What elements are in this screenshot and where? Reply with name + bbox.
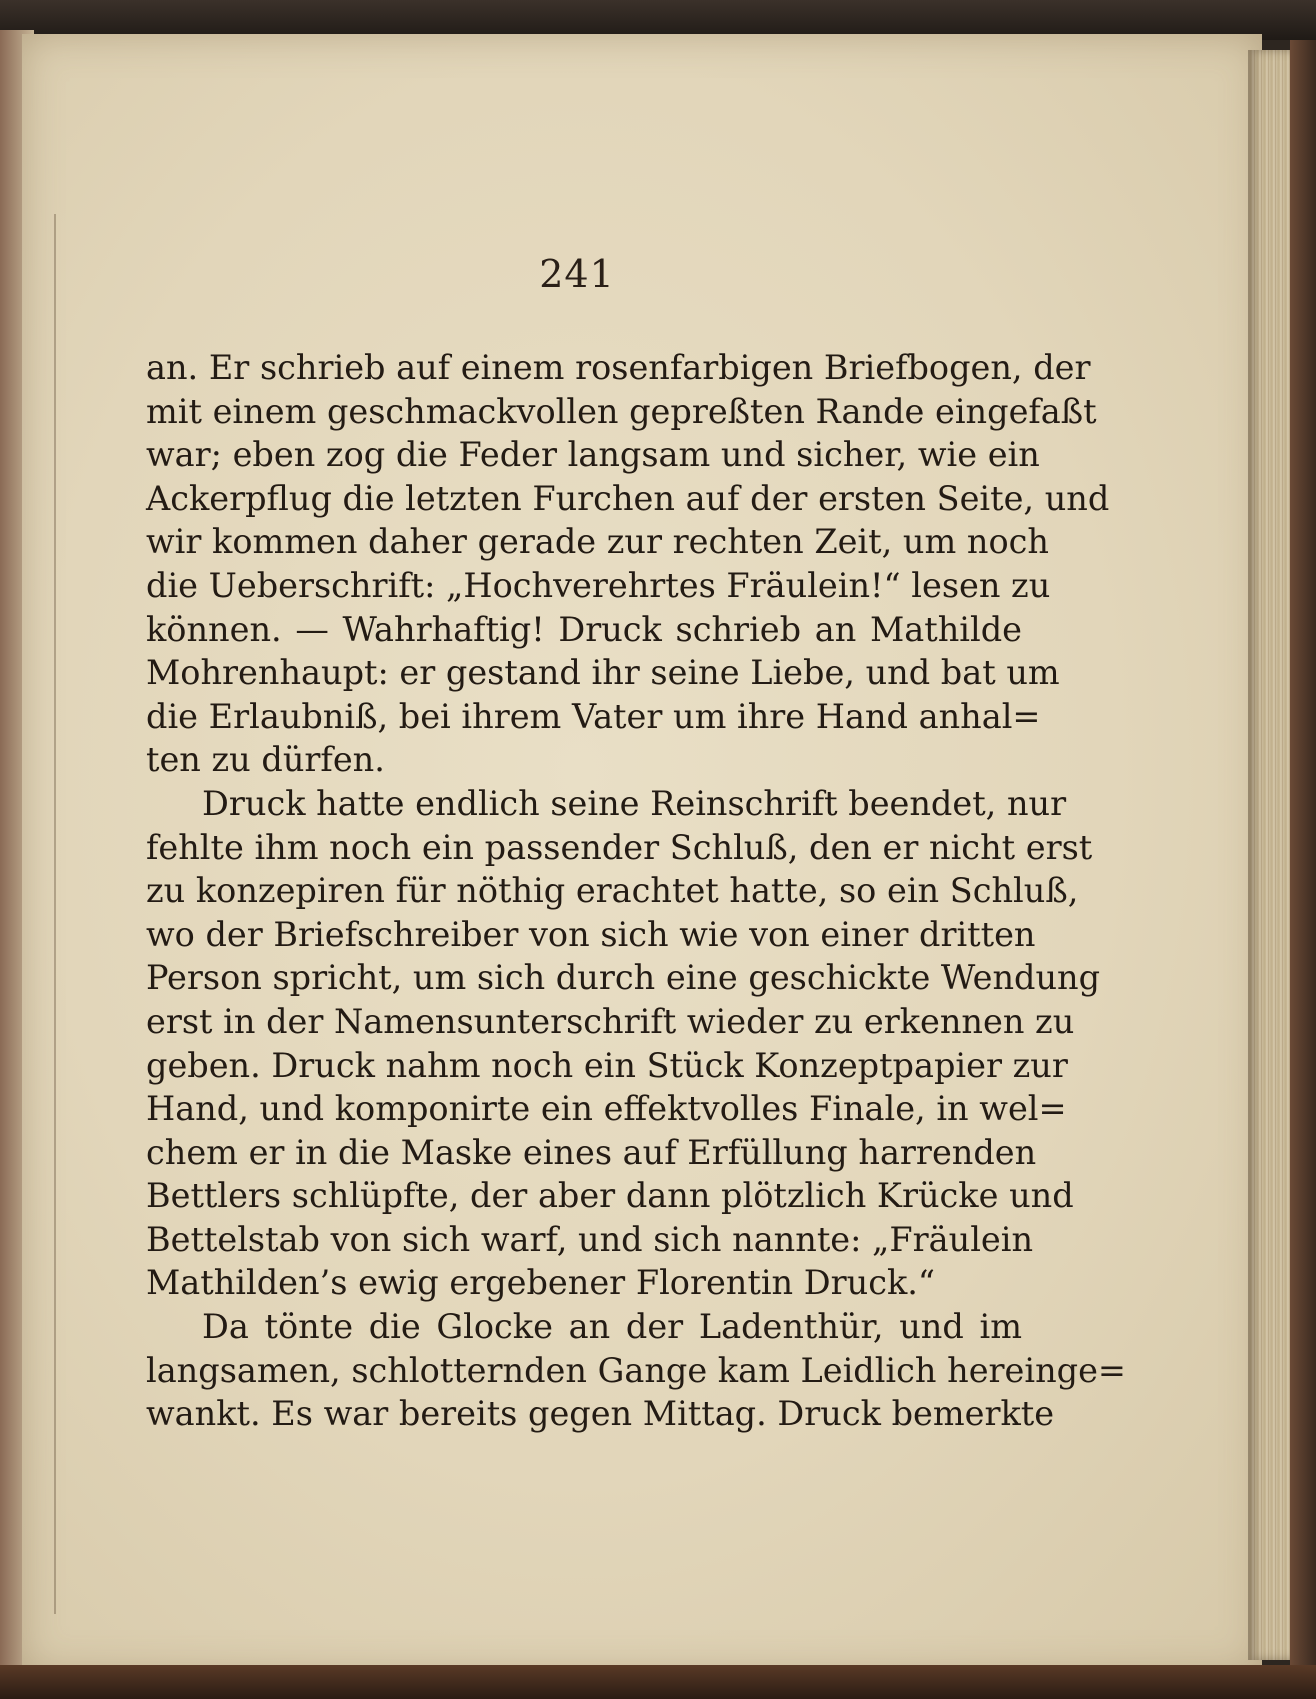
text-line: erst in der Namensunterschrift wieder zu erkennen zu bbox=[146, 1001, 1075, 1041]
text-line: an. Er schrieb auf einem rosenfarbigen Briefbogen, der bbox=[146, 348, 1091, 387]
text-line: wir kommen daher gerade zur rechten Zeit, um noch bbox=[146, 522, 1049, 562]
text-line: die Erlaubniß, bei ihrem Vater um ihre Hand anhal= bbox=[146, 696, 1041, 736]
page-number: 241 bbox=[539, 252, 615, 296]
text-line: chem er in die Maske eines auf Erfüllung harrenden bbox=[146, 1132, 1037, 1172]
text-line: geben. Druck nahm noch ein Stück Konzeptpapier zur bbox=[146, 1045, 1068, 1085]
text-line: Bettelstab von sich warf, und sich nannte: „Fräulein bbox=[146, 1219, 1034, 1259]
text-line: war; eben zog die Feder langsam und sicher, wie ein bbox=[146, 435, 1040, 475]
text-line: wankt. Es war bereits gegen Mittag. Druck bemerkte bbox=[146, 1394, 1055, 1434]
text-line: Druck hatte endlich seine Reinschrift beendet, nur bbox=[202, 783, 1067, 823]
text-line: fehlte ihm noch ein passender Schluß, den er nicht erst bbox=[146, 827, 1093, 867]
gutter-line bbox=[54, 214, 56, 1614]
book-cover-edge bbox=[1290, 40, 1316, 1670]
scan-bottom-edge bbox=[0, 1665, 1316, 1699]
text-line: Hand, und komponirte ein effektvolles Finale, in wel= bbox=[146, 1089, 1067, 1129]
text-line: Bettlers schlüpfte, der aber dann plötzlich Krücke und bbox=[146, 1176, 1074, 1216]
text-line: zu konzepiren für nöthig erachtet hatte, so ein Schluß, bbox=[146, 871, 1079, 911]
text-line: Mohrenhaupt: er gestand ihr seine Liebe, und bat um bbox=[146, 653, 1060, 693]
text-line: Mathilden’s ewig ergebener Florentin Druck.“ bbox=[146, 1263, 936, 1303]
text-line: wo der Briefschreiber von sich wie von einer dritten bbox=[146, 914, 1036, 954]
text-line: ten zu dürfen. bbox=[146, 740, 385, 780]
text-line: Ackerpflug die letzten Furchen auf der ersten Seite, und bbox=[146, 478, 1110, 518]
body-text bbox=[146, 346, 1127, 1436]
text-line: Da tönte die Glocke an der Ladenthür, und im bbox=[202, 1307, 1022, 1347]
text-line: können. — Wahrhaftig! Druck schrieb an Mathilde bbox=[146, 609, 1022, 649]
text-line: langsamen, schlotternden Gange kam Leidlich hereinge= bbox=[146, 1350, 1127, 1390]
text-line: die Ueberschrift: „Hochverehrtes Fräulein!“ lesen zu bbox=[146, 565, 1051, 605]
text-line: Person spricht, um sich durch eine geschickte Wendung bbox=[146, 958, 1101, 998]
text-line: mit einem geschmackvollen gepreßten Rande eingefaßt bbox=[146, 391, 1097, 431]
paper-page bbox=[22, 34, 1262, 1674]
